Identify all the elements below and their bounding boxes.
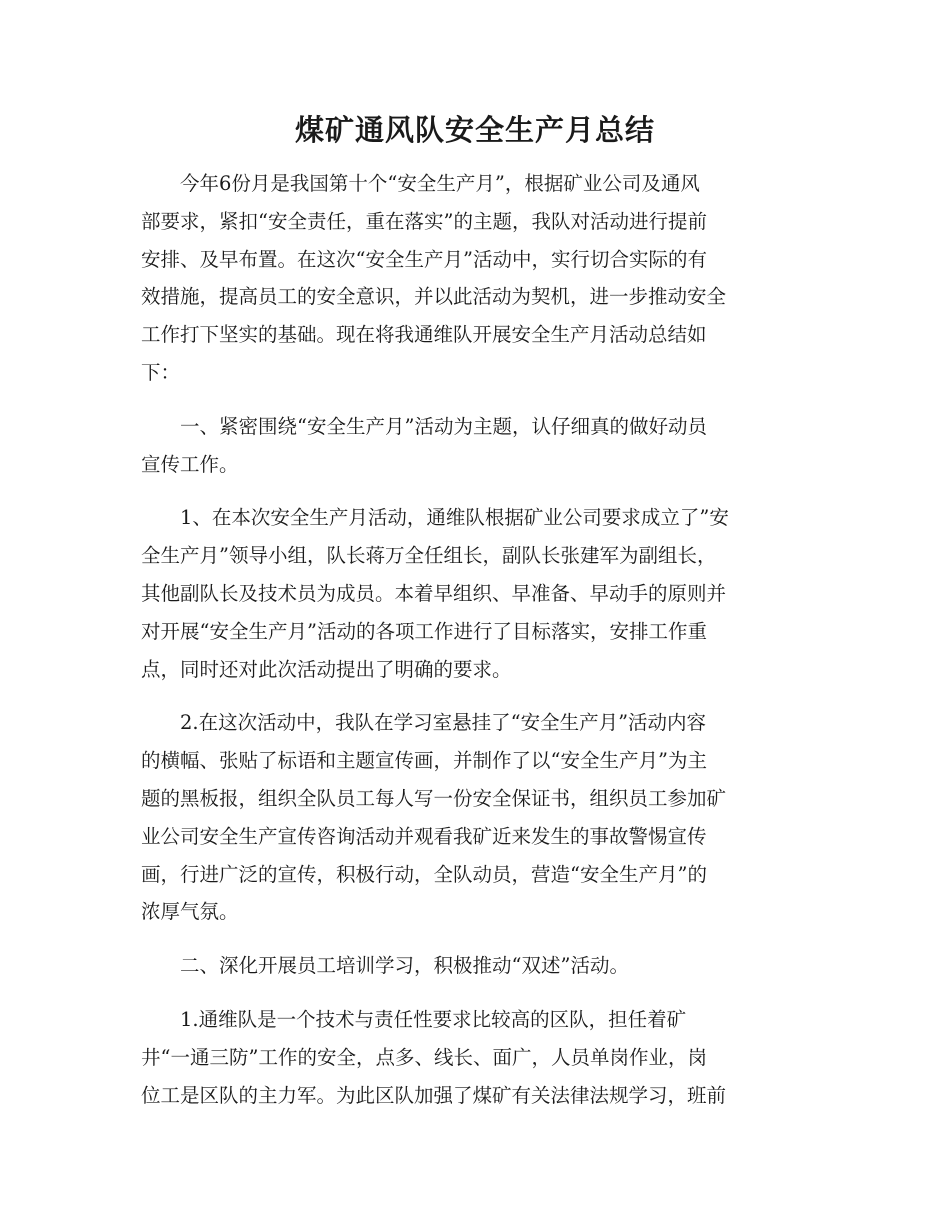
text-line: 二、深化开展员工培训学习，积极推动“双述”活动。 [180,954,629,978]
text-line: 的横幅、张贴了标语和主题宣传画，并制作了以“安全生产月”为主 [141,749,707,773]
paragraph-intro [141,165,811,392]
text-line: 效措施，提高员工的安全意识，并以此活动为契机，进一步推动安全 [141,285,727,309]
text-line: 对开展“安全生产月”活动的各项工作进行了目标落实，安排工作重 [141,619,707,643]
text-line: 井“一通三防”工作的安全，点多、线长、面广，人员单岗作业，岗 [141,1045,707,1069]
text-line: 其他副队长及技术员为成员。本着早组织、早准备、早动手的原则并 [141,581,727,605]
text-line: 1.通维队是一个技术与责任性要求比较高的区队，担任着矿 [180,1007,687,1031]
text-line: 业公司安全生产宣传咨询活动并观看我矿近来发生的事故警惕宣传 [141,824,707,848]
text-line: 位工是区队的主力军。为此区队加强了煤矿有关法律法规学习，班前 [141,1083,727,1107]
text-line: 部要求，紧扣“安全责任，重在落实”的主题，我队对活动进行提前 [141,209,707,233]
paragraph-item-2 [141,704,811,931]
paragraph-item-3 [141,1001,811,1114]
text-line: 宣传工作。 [141,452,239,476]
text-line: 今年6份月是我国第十个“安全生产月”，根据矿业公司及通风 [180,172,700,195]
section-heading-2 [141,947,811,985]
text-line: 下： [141,360,181,384]
document-title: 煤矿通风队安全生产月总结 [294,113,655,147]
paragraph-item-1 [141,499,811,688]
text-line: 点，同时还对此次活动提出了明确的要求。 [141,657,512,681]
text-line: 浓厚气氛。 [141,900,239,924]
text-line: 画，行进广泛的宣传，积极行动，全队动员，营造“安全生产月”的 [141,862,707,886]
section-heading-1 [141,408,811,484]
text-line: 题的黑板报，组织全队员工每人写一份安全保证书，组织员工参加矿 [141,786,727,810]
text-line: 工作打下坚实的基础。现在将我通维队开展安全生产月活动总结如 [141,323,707,347]
text-line: 全生产月”领导小组，队长蒋万全任组长，副队长张建军为副组长， [141,544,717,568]
text-line: 一、紧密围绕“安全生产月”活动为主题，认仔细真的做好动员 [180,414,707,438]
text-line: 2.在这次活动中，我队在学习室悬挂了“安全生产月”活动内容 [180,711,707,735]
text-line: 1、在本次安全生产月活动，通维队根据矿业公司要求成立了”安 [180,506,729,530]
text-line: 安排、及早布置。在这次“安全生产月”活动中，实行切合实际的有 [141,247,707,271]
document-body [141,165,811,1114]
